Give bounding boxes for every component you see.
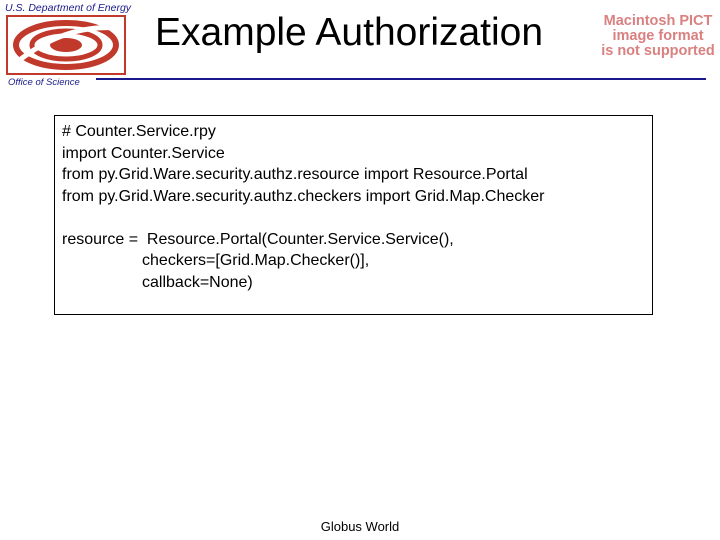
- office-label: Office of Science: [8, 77, 80, 88]
- notice-line: image format: [612, 28, 704, 44]
- code-line: # Counter.Service.rpy: [62, 123, 216, 140]
- doe-logo: [5, 14, 127, 76]
- notice-line: is not supported: [601, 43, 715, 59]
- code-line: resource = Resource.Portal(Counter.Service.Service(),: [62, 230, 454, 248]
- code-spacer: [62, 207, 652, 229]
- doe-label: U.S. Department of Energy: [5, 2, 132, 14]
- footer-text: Globus World: [320, 519, 400, 534]
- notice-line: Macintosh PICT: [603, 13, 713, 29]
- code-line: import Counter.Service: [62, 144, 225, 162]
- header-rule: [96, 78, 706, 80]
- page-title: Example Authorization: [155, 11, 544, 54]
- code-line: from py.Grid.Ware.security.authz.resource import Resource.Portal: [62, 166, 528, 183]
- unsupported-image-notice: [590, 14, 720, 59]
- code-line: checkers=[Grid.Map.Checker()],: [62, 252, 370, 269]
- code-box: [54, 115, 653, 315]
- code-line: callback=None): [62, 273, 253, 291]
- code-line: from py.Grid.Ware.security.authz.checkers import Grid.Map.Checker: [62, 187, 545, 205]
